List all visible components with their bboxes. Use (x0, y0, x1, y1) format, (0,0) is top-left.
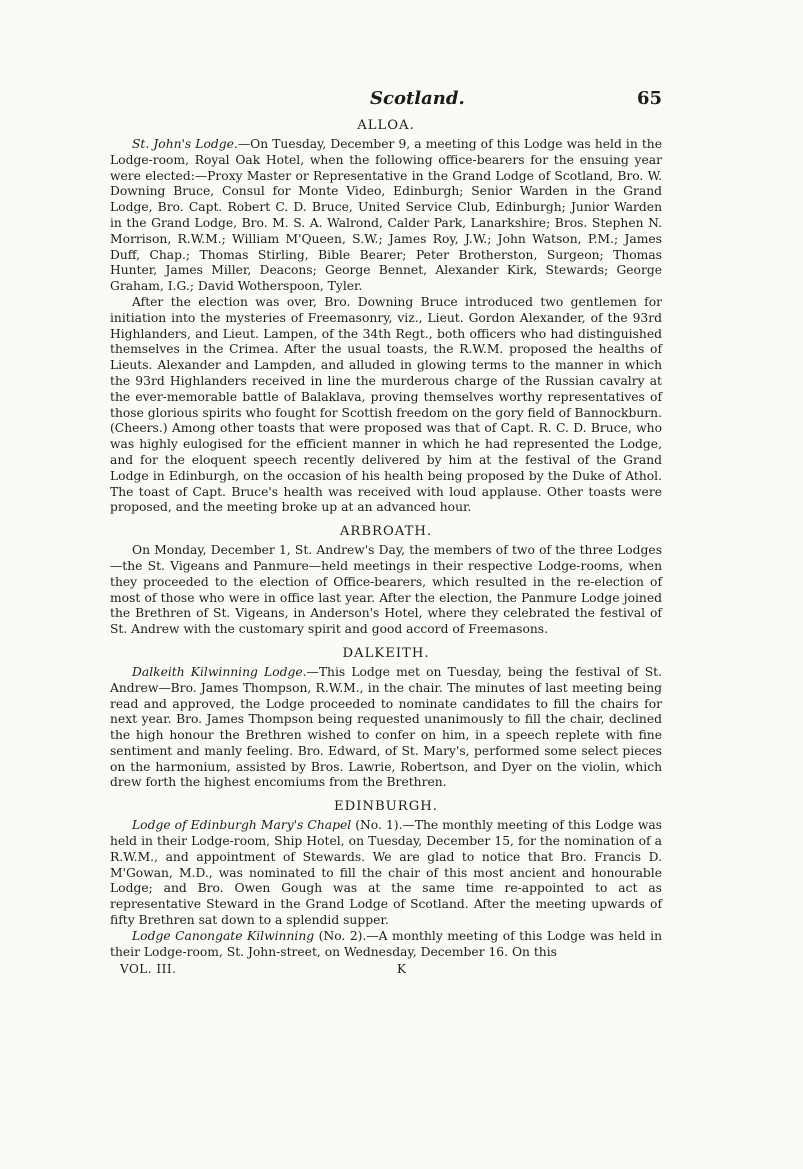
lodge-name: St. John's Lodge. (132, 137, 238, 151)
paragraph-text: After the election was over, Bro. Downing Bruce introduced two gentlemen for initiation into the mysteries of Freemasonry, viz., Lieut. Gordon Alexander, of the 93rd Highlanders, and Lieut. Lampen, of the 34th Regt., both officers who had distinguished themselves in the Crimea. After the usual toasts, the R.W.M. proposed the healths of Lieuts. Alexander and Lampden, and alluded in glowing terms to the manner in which the 93rd Highlanders received in line the murderous charge of the Russian cavalry at the ever-memorable battle of Balaklava, proving themselves worthy representatives of those glorious spirits who fought for Scottish freedom on the gory field of Bannockburn. (Cheers.) Among other toasts that were proposed was that of Capt. R. C. D. Bruce, who was highly eulogised for the efficient manner in which he had represented the Lodge, and for the eloquent speech recently delivered by him at the festival of the Grand Lodge in Edinburgh, on the occasion of his health being proposed by the Duke of Athol. The toast of Capt. Bruce's health was received with loud applause. Other toasts were proposed, and the meeting broke up at an advanced hour. (110, 294, 662, 515)
paragraph-text: (No. 1).—The monthly meeting of this Lodge was held in their Lodge-room, Ship Hotel, on Tuesday, December 15, for the nomination of a R.W.M., and appointment of Stewards. We are glad to notice that Bro. Francis D. M'Gowan, M.D., was nominated to fill the chair of this most ancient and honourable Lodge; and Bro. Owen Gough was at the same time re-appointed to act as representative Steward in the Grand Lodge of Scotland. After the meeting upwards of fifty Brethren sat down to a splendid supper. (110, 818, 662, 928)
section-dalkeith (110, 646, 662, 791)
article-paragraph (110, 137, 662, 295)
article-paragraph (110, 295, 662, 516)
page-footer (110, 962, 662, 980)
running-head (110, 88, 662, 118)
running-title: Scotland. (370, 88, 465, 109)
paragraph-text: —This Lodge met on Tuesday, being the festival of St. Andrew—Bro. James Thompson, R.W.M., in the chair. The minutes of last meeting being read and approved, the Lodge proceeded to nominate candidates to fill the chairs for next year. Bro. James Thompson being requested unanimously to fill the chair, declined the high honour the Brethren wished to confer on him, in a speech replete with fine sentiment and manly feeling. Bro. Edward, of St. Mary's, performed some select pieces on the harmonium, assisted by Bros. Lawrie, Robertson, and Dyer on the violin, which drew forth the highest encomiums from the Brethren. (110, 664, 662, 790)
page (110, 88, 662, 980)
lodge-name: Dalkeith Kilwinning Lodge. (132, 664, 307, 679)
volume-label: VOL. III. (120, 962, 177, 977)
section-edinburgh (110, 799, 662, 960)
article-paragraph (110, 818, 662, 929)
lodge-name: Lodge of Edinburgh Mary's Chapel (132, 818, 352, 833)
article-paragraph (110, 665, 662, 791)
section-heading-dalkeith: DALKEITH. (342, 645, 430, 661)
paragraph-text: —On Tuesday, December 9, a meeting of this Lodge was held in the Lodge-room, Royal Oak Hotel, when the following office-bearers for the ensuing year were elected:—Proxy Master or Representative in the Grand Lodge of Scotland, Bro. W. Downing Bruce, Consul for Monte Video, Edinburgh; Senior Warden in the Grand Lodge, Bro. Capt. Robert C. D. Bruce, United Service Club, Edinburgh; Junior Warden in the Grand Lodge, Bro. M. S. A. Walrond, Calder Park, Lanarkshire; Bros. Stephen N. Morrison, R.W.M.; William M'Queen, S.W.; James Roy, J.W.; John Watson, P.M.; James Duff, Chap.; Thomas Stirling, Bible Bearer; Peter Brotherston, Surgeon; Thomas Hunter, James Miller, Deacons; George Bennet, Alexander Kirk, Stewards; George Graham, I.G.; David Wotherspoon, Tyler. (110, 137, 662, 294)
section-alloa (110, 118, 662, 516)
section-heading-arbroath: ARBROATH. (339, 524, 433, 540)
page-number: 65 (636, 88, 662, 109)
paragraph-text: (No. 2).—A monthly meeting of this Lodge was held in their Lodge-room, St. John-street, on Wednesday, December 16. On this (110, 928, 662, 959)
lodge-name: Lodge Canongate Kilwinning (132, 928, 315, 943)
article-paragraph (110, 929, 662, 961)
article-paragraph (110, 543, 662, 638)
section-heading-edinburgh: EDINBURGH. (334, 799, 438, 815)
section-heading-alloa: ALLOA. (357, 118, 415, 133)
signature-mark: K (397, 962, 406, 977)
paragraph-text: On Monday, December 1, St. Andrew's Day, the members of two of the three Lodges—the St. Vigeans and Panmure—held meetings in their respective Lodge-rooms, when they proceeded to the election of Office-bearers, which resulted in the re-election of most of those who were in office last year. After the election, the Panmure Lodge joined the Brethren of St. Vigeans, in Anderson's Hotel, where they celebrated the festival of St. Andrew with the customary spirit and good accord of Freemasons. (110, 543, 662, 637)
section-arbroath (110, 524, 662, 638)
